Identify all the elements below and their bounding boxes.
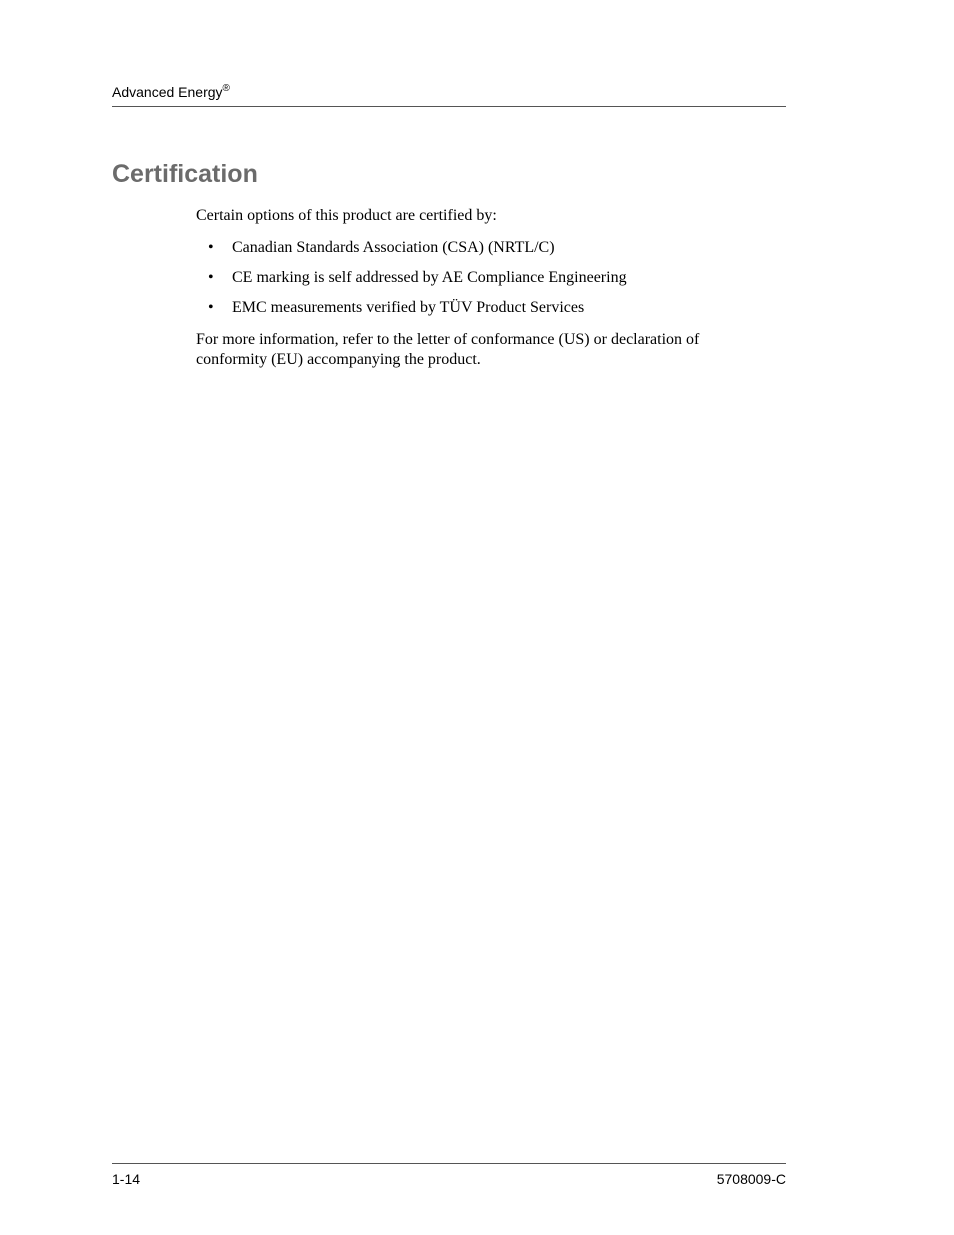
list-item	[196, 298, 627, 318]
list-item-text: EMC measurements verified by TÜV Product Services	[232, 299, 585, 316]
list-item	[196, 238, 627, 258]
closing-paragraph: For more information, refer to the letter of conformance (US) or declaration of conformity (EU) accompanying the product.	[196, 331, 700, 368]
intro-paragraph: Certain options of this product are certified by:	[196, 207, 497, 224]
registered-trademark-symbol: ®	[222, 83, 230, 94]
document-number: 5708009-C	[716, 1171, 786, 1187]
certification-list	[196, 238, 627, 328]
page-number: 1-14	[112, 1171, 141, 1187]
list-item-text: CE marking is self addressed by AE Compliance Engineering	[232, 269, 627, 286]
bullet-icon: •	[208, 299, 214, 316]
company-name	[112, 84, 230, 100]
company-name-text: Advanced Energy	[112, 84, 223, 100]
page-footer	[112, 1163, 786, 1194]
bullet-icon: •	[208, 239, 214, 256]
list-item	[196, 268, 627, 288]
bullet-icon: •	[208, 269, 214, 286]
list-item-text: Canadian Standards Association (CSA) (NRTL/C)	[232, 239, 555, 256]
page-header	[112, 82, 786, 107]
section-title: Certification	[112, 160, 258, 188]
